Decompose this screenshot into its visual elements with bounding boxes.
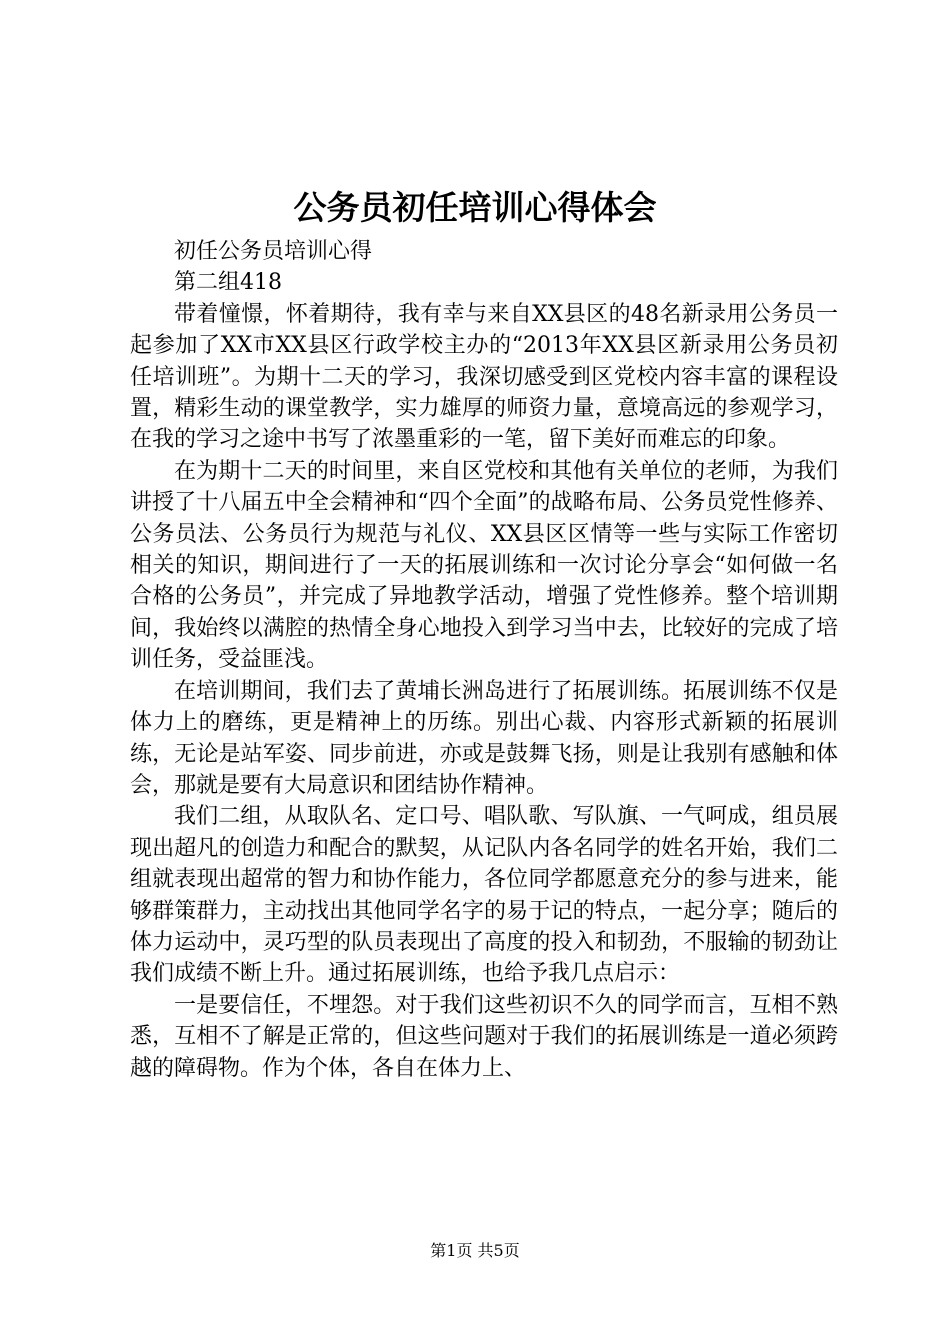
group-label: 第二组418 xyxy=(174,270,282,296)
paragraph: 我们二组，从取队名、定口号、唱队歌、写队旗、一气呵成，组员展现出超凡的创造力和配合的默契，从记队内各名同学的姓名开始，我们二组就表现出超常的智力和协作能力，各位同学都愿意充分的参与进来，能够群策群力，主动找出其他同学名字的易于记的特点，一起分享；随后的体力运动中，灵巧型的队员表现出了高度的投入和韧劲，不服输的韧劲让我们成绩不断上升。通过拓展训练，也给予我几点启示： xyxy=(130,804,838,987)
page-footer: 第1页 共5页 xyxy=(430,1241,520,1260)
paragraph: 带着憧憬，怀着期待，我有幸与来自XX县区的48名新录用公务员一起参加了XX市XX县区行政学校主办的“2013年XX县区新录用公务员初任培训班”。为期十二天的学习，我深切感受到区党校内容丰富的课程设置，精彩生动的课堂教学，实力雄厚的师资力量，意境高远的参观学习，在我的学习之途中书写了浓墨重彩的一笔，留下美好而难忘的印象。 xyxy=(130,301,838,453)
document-body xyxy=(130,236,838,1084)
subtitle: 初任公务员培训心得 xyxy=(174,239,373,264)
paragraph: 在为期十二天的时间里，来自区党校和其他有关单位的老师，为我们讲授了十八届五中全会精神和“四个全面”的战略布局、公务员党性修养、公务员法、公务员行为规范与礼仪、XX县区区情等一些与实际工作密切相关的知识，期间进行了一天的拓展训练和一次讨论分享会“如何做一名合格的公务员”，并完成了异地教学活动，增强了党性修养。整个培训期间，我始终以满腔的热情全身心地投入到学习当中去，比较好的完成了培训任务，受益匪浅。 xyxy=(130,458,838,673)
page-title: 公务员初任培训心得体会 xyxy=(293,188,657,227)
paragraph: 一是要信任，不埋怨。对于我们这些初识不久的同学而言，互相不熟悉，互相不了解是正常的，但这些问题对于我们的拓展训练是一道必须跨越的障碍物。作为个体，各自在体力上、 xyxy=(130,992,838,1081)
paragraph: 在培训期间，我们去了黄埔长洲岛进行了拓展训练。拓展训练不仅是体力上的磨练，更是精神上的历练。别出心裁、内容形式新颖的拓展训练，无论是站军姿、同步前进，亦或是鼓舞飞扬，则是让我别有感触和体会，那就是要有大局意识和团结协作精神。 xyxy=(130,678,838,798)
